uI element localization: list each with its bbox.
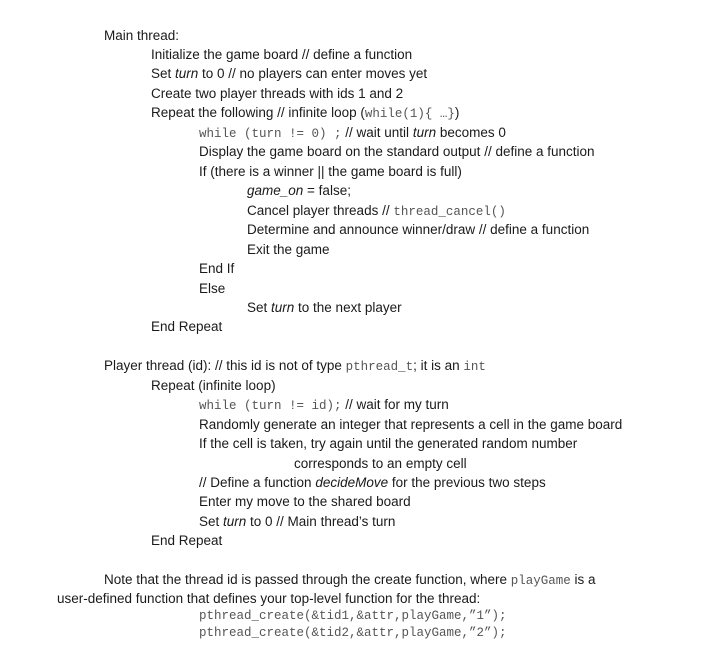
main-if-winner: If (there is a winner || the game board is full) [199, 164, 462, 179]
main-while-wait: while (turn != 0) ; // wait until turn becomes 0 [199, 125, 506, 141]
main-else: Else [199, 281, 226, 296]
player-thread-heading: Player thread (id): // this id is not of type pthread_t; it is an int [104, 358, 486, 374]
main-exit-game: Exit the game [247, 242, 330, 257]
player-enter-move: Enter my move to the shared board [199, 494, 411, 509]
main-display-board: Display the game board on the standard output // define a function [199, 144, 595, 159]
player-random-generate: Randomly generate an integer that represents a cell in the game board [199, 417, 623, 432]
player-set-turn: Set turn to 0 // Main thread’s turn [199, 514, 396, 529]
main-determine-winner: Determine and announce winner/draw // define a function [247, 222, 590, 237]
main-init-board: Initialize the game board // define a function [151, 47, 413, 62]
main-game-on: game_on = false; [247, 183, 351, 198]
note-line-1: Note that the thread id is passed through the create function, where playGame is a [104, 572, 596, 588]
note-code-create-2: pthread_create(&tid2,&attr,playGame,”2”); [199, 626, 507, 640]
player-repeat: Repeat (infinite loop) [151, 378, 276, 393]
main-end-repeat: End Repeat [151, 319, 223, 334]
player-corresponds: corresponds to an empty cell [294, 456, 467, 471]
note-code-create-1: pthread_create(&tid1,&attr,playGame,”1”); [199, 609, 507, 623]
main-thread-heading: Main thread: [104, 28, 180, 43]
main-set-turn: Set turn to 0 // no players can enter moves yet [151, 66, 428, 81]
main-cancel-threads: Cancel player threads // thread_cancel() [247, 203, 506, 219]
player-define-function: // Define a function decideMove for the previous two steps [199, 475, 546, 490]
player-while-wait: while (turn != id); // wait for my turn [199, 397, 449, 413]
player-end-repeat: End Repeat [151, 533, 223, 548]
main-create-threads: Create two player threads with ids 1 and 2 [151, 86, 404, 101]
main-repeat: Repeat the following // infinite loop (while(1){ …}) [151, 105, 460, 121]
main-end-if: End If [199, 261, 235, 276]
main-set-next-turn: Set turn to the next player [247, 300, 402, 315]
note-line-2: user-defined function that defines your top-level function for the thread: [57, 591, 481, 606]
player-if-taken: If the cell is taken, try again until the generated random number [199, 436, 578, 451]
